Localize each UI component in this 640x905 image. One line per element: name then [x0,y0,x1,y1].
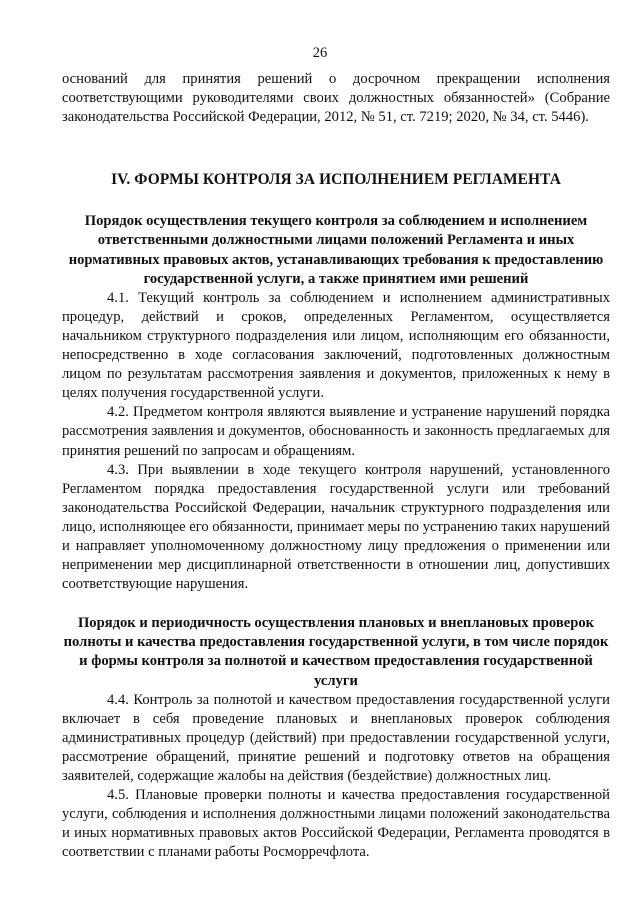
paragraph-4-2: 4.2. Предметом контроля являются выявление и устранение нарушений порядка рассмотрения заявления и документов, обоснованность и законность предлагаемых для принятия решений по запросам и обращениям. [62,404,610,459]
subsection-1-heading: Порядок осуществления текущего контроля за соблюдением и исполнением ответственными должностными лицами положений Регламента и иных нормативных правовых актов, устанавливающих требования к предоставлению государственной услуги, а также принятием ими решений [68,213,604,287]
paragraph-4-3: 4.3. При выявлении в ходе текущего контроля нарушений, установленного Регламентом порядка предоставления государственной услуги или требований законодательства Российской Федерации, начальник структурного подразделения или лицо, исполняющее его обязанности, принимает меры по устранению таких нарушений и направляет уполномоченному должностному лицу предложения о применении или неприменении мер дисциплинарной ответственности в отношении лиц, допустивших соответствующие нарушения. [62,461,610,593]
paragraph-4-4: 4.4. Контроль за полнотой и качеством предоставления государственной услуги включает в себя проведение плановых и внеплановых проверок соблюдения административных процедур (действий) при предоставлении государственной услуги, рассмотрение обращений, принятие решений и подготовку ответов на обращения заявителей, содержащие жалобы на действия (бездействие) должностных лиц. [62,691,610,784]
document-body [62,70,610,862]
section-title: IV. ФОРМЫ КОНТРОЛЯ ЗА ИСПОЛНЕНИЕМ РЕГЛАМЕНТА [111,171,561,189]
paragraph-4-5: 4.5. Плановые проверки полноты и качества предоставления государственной услуги, соблюдения и исполнения должностными лицами положений законодательства и иных нормативных правовых актов Российской Федерации, Регламента проводятся в соответствии с планами работы Росморречфлота. [62,787,610,861]
paragraph-4-1: 4.1. Текущий контроль за соблюдением и исполнением административных процедур, действий и сроков, определенных Регламентом, осуществляется начальником структурного подразделения или лицом, исполняющим его обязанности, непосредственно в ходе согласования заключений, подготовленных должностным лицом по результатам рассмотрения заявления и документов, приложенных к нему в целях получения государственной услуги. [62,289,610,402]
page-number: 26 [312,45,328,61]
continuation-paragraph: оснований для принятия решений о досрочном прекращении исполнения соответствующими руководителями своих должностных обязанностей» (Собрание законодательства Российской Федерации, 2012, № 51, ст. 7219; 2020, № 34, ст. 5446). [62,71,610,126]
subsection-2-heading: Порядок и периодичность осуществления плановых и внеплановых проверок полноты и качества предоставления государственной услуги, в том числе порядок и формы контроля за полнотой и качеством предоставления государственной услуги [63,615,609,689]
